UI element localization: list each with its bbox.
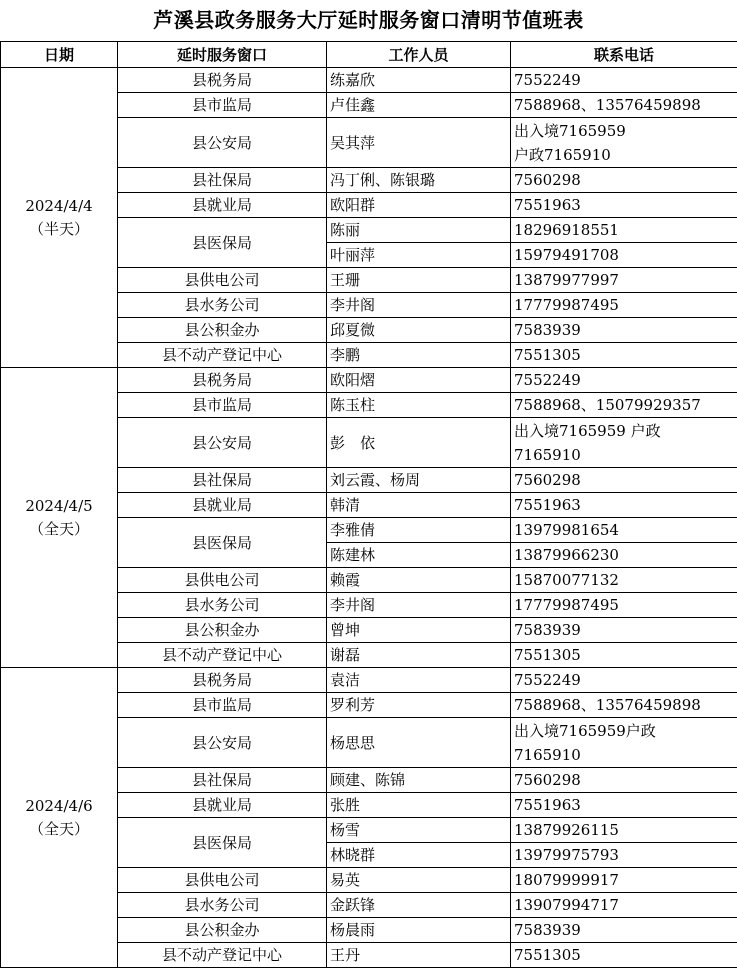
- phone-cell: [511, 393, 737, 418]
- phone-line: 17779987495: [514, 596, 619, 614]
- phone-cell: [511, 418, 737, 468]
- phone-line: 18296918551: [514, 221, 619, 239]
- phone-line: 7588968、15079929357: [514, 396, 701, 414]
- date-note: （全天）: [28, 519, 89, 538]
- phone-cell: [511, 718, 737, 768]
- staff-cell: 曾坤: [327, 618, 511, 643]
- date-note: （全天）: [28, 819, 89, 838]
- staff-cell: 卢佳鑫: [327, 93, 511, 118]
- phone-line: 出入境7165959: [514, 121, 626, 140]
- window-cell: 县税务局: [118, 668, 327, 693]
- phone-cell: [511, 118, 737, 168]
- date-cell: [1, 68, 118, 368]
- table-row: [1, 668, 737, 693]
- phone-cell: [511, 268, 737, 293]
- window-cell: 县市监局: [118, 393, 327, 418]
- phone-cell: [511, 818, 737, 843]
- window-cell: 县社保局: [118, 468, 327, 493]
- window-cell: 县公安局: [118, 718, 327, 768]
- window-cell: 县社保局: [118, 168, 327, 193]
- window-cell: 县水务公司: [118, 293, 327, 318]
- window-cell: 县市监局: [118, 93, 327, 118]
- phone-cell: [511, 918, 737, 943]
- phone-line: 户政7165910: [514, 145, 611, 164]
- staff-cell: 顾建、陈锦: [327, 768, 511, 793]
- header-staff: 工作人员: [327, 42, 511, 68]
- phone-cell: [511, 343, 737, 368]
- phone-cell: [511, 793, 737, 818]
- phone-cell: [511, 368, 737, 393]
- staff-cell: 王丹: [327, 943, 511, 968]
- staff-cell: 练嘉欣: [327, 68, 511, 93]
- phone-line: 7560298: [514, 471, 581, 489]
- window-cell: 县公安局: [118, 418, 327, 468]
- staff-cell: 欧阳群: [327, 193, 511, 218]
- window-cell: 县供电公司: [118, 268, 327, 293]
- phone-cell: [511, 318, 737, 343]
- header-phone: 联系电话: [511, 42, 737, 68]
- phone-line: 7583939: [514, 321, 581, 339]
- header-row: [1, 42, 737, 68]
- phone-line: 7551305: [514, 346, 581, 364]
- window-cell: 县不动产登记中心: [118, 343, 327, 368]
- staff-cell: 李井阁: [327, 593, 511, 618]
- phone-cell: [511, 868, 737, 893]
- window-cell: 县税务局: [118, 68, 327, 93]
- window-cell: 县就业局: [118, 193, 327, 218]
- staff-cell: 林晓群: [327, 843, 511, 868]
- staff-cell: 赖霞: [327, 568, 511, 593]
- duty-table: [0, 41, 737, 968]
- date-cell: [1, 668, 118, 968]
- window-cell: 县就业局: [118, 793, 327, 818]
- phone-cell: [511, 68, 737, 93]
- phone-line: 出入境7165959户政: [514, 721, 656, 740]
- staff-cell: 欧阳熠: [327, 368, 511, 393]
- phone-line: 7583939: [514, 921, 581, 939]
- window-cell: 县公积金办: [118, 918, 327, 943]
- phone-line: 13879966230: [514, 546, 619, 564]
- phone-line: 7588968、13576459898: [514, 96, 701, 114]
- staff-cell: 金跃锋: [327, 893, 511, 918]
- phone-cell: [511, 293, 737, 318]
- phone-cell: [511, 668, 737, 693]
- window-cell: 县公积金办: [118, 318, 327, 343]
- staff-cell: 邱夏微: [327, 318, 511, 343]
- phone-line: 7165910: [514, 445, 581, 464]
- staff-cell: 韩清: [327, 493, 511, 518]
- phone-cell: [511, 93, 737, 118]
- staff-cell: 杨思思: [327, 718, 511, 768]
- phone-line: 7552249: [514, 671, 581, 689]
- staff-cell: 陈建林: [327, 543, 511, 568]
- phone-line: 13979981654: [514, 521, 619, 539]
- phone-line: 7551963: [514, 496, 581, 514]
- date-value: 2024/4/6: [25, 796, 93, 815]
- page-title: 芦溪县政务服务大厅延时服务窗口清明节值班表: [153, 8, 584, 32]
- phone-cell: [511, 568, 737, 593]
- window-cell: 县水务公司: [118, 893, 327, 918]
- staff-cell: 杨雪: [327, 818, 511, 843]
- phone-cell: [511, 643, 737, 668]
- phone-line: 18079999917: [514, 871, 619, 889]
- roster-body: [1, 68, 737, 968]
- staff-cell: 袁洁: [327, 668, 511, 693]
- window-cell: 县社保局: [118, 768, 327, 793]
- staff-cell: 王珊: [327, 268, 511, 293]
- phone-line: 13879926115: [514, 821, 619, 839]
- window-cell: 县水务公司: [118, 593, 327, 618]
- phone-cell: [511, 493, 737, 518]
- phone-line: 7551963: [514, 796, 581, 814]
- window-cell: 县税务局: [118, 368, 327, 393]
- date-note: （半天）: [28, 219, 89, 238]
- staff-cell: 李雅倩: [327, 518, 511, 543]
- window-cell: 县公安局: [118, 118, 327, 168]
- phone-line: 7551305: [514, 946, 581, 964]
- staff-cell: 陈丽: [327, 218, 511, 243]
- phone-line: 7552249: [514, 371, 581, 389]
- window-cell: 县医保局: [118, 818, 327, 868]
- phone-cell: [511, 243, 737, 268]
- staff-cell: 罗利芳: [327, 693, 511, 718]
- date-value: 2024/4/5: [25, 496, 93, 515]
- staff-cell: 张胜: [327, 793, 511, 818]
- staff-cell: 谢磊: [327, 643, 511, 668]
- phone-cell: [511, 618, 737, 643]
- phone-cell: [511, 593, 737, 618]
- window-cell: 县公积金办: [118, 618, 327, 643]
- staff-cell: 易英: [327, 868, 511, 893]
- phone-line: 7560298: [514, 771, 581, 789]
- phone-line: 7552249: [514, 71, 581, 89]
- window-cell: 县不动产登记中心: [118, 943, 327, 968]
- header-date: 日期: [1, 42, 118, 68]
- staff-cell: 叶丽萍: [327, 243, 511, 268]
- phone-line: 7551305: [514, 646, 581, 664]
- window-cell: 县医保局: [118, 218, 327, 268]
- window-cell: 县就业局: [118, 493, 327, 518]
- phone-cell: [511, 943, 737, 968]
- date-value: 2024/4/4: [25, 196, 93, 215]
- staff-cell: 吴其萍: [327, 118, 511, 168]
- staff-cell: 冯丁俐、陈银璐: [327, 168, 511, 193]
- phone-cell: [511, 893, 737, 918]
- phone-cell: [511, 518, 737, 543]
- phone-cell: [511, 193, 737, 218]
- phone-line: 7165910: [514, 745, 581, 764]
- phone-cell: [511, 843, 737, 868]
- window-cell: 县不动产登记中心: [118, 643, 327, 668]
- phone-line: 13879977997: [514, 271, 619, 289]
- header-window: 延时服务窗口: [118, 42, 327, 68]
- phone-line: 7560298: [514, 171, 581, 189]
- staff-cell: 李鹏: [327, 343, 511, 368]
- window-cell: 县供电公司: [118, 568, 327, 593]
- phone-cell: [511, 543, 737, 568]
- phone-line: 出入境7165959 户政: [514, 421, 661, 440]
- phone-line: 7588968、13576459898: [514, 696, 701, 714]
- staff-cell: 李井阁: [327, 293, 511, 318]
- phone-cell: [511, 693, 737, 718]
- phone-line: 15979491708: [514, 246, 619, 264]
- phone-cell: [511, 768, 737, 793]
- staff-cell: 刘云霞、杨周: [327, 468, 511, 493]
- phone-line: 7551963: [514, 196, 581, 214]
- staff-cell: 彭 依: [327, 418, 511, 468]
- phone-line: 15870077132: [514, 571, 619, 589]
- phone-cell: [511, 468, 737, 493]
- phone-line: 13907994717: [514, 896, 619, 914]
- phone-line: 17779987495: [514, 296, 619, 314]
- staff-cell: 杨晨雨: [327, 918, 511, 943]
- staff-cell: 陈玉柱: [327, 393, 511, 418]
- phone-line: 7583939: [514, 621, 581, 639]
- date-cell: [1, 368, 118, 668]
- table-row: [1, 368, 737, 393]
- window-cell: 县市监局: [118, 693, 327, 718]
- table-row: [1, 68, 737, 93]
- phone-cell: [511, 218, 737, 243]
- phone-line: 13979975793: [514, 846, 619, 864]
- window-cell: 县医保局: [118, 518, 327, 568]
- window-cell: 县供电公司: [118, 868, 327, 893]
- phone-cell: [511, 168, 737, 193]
